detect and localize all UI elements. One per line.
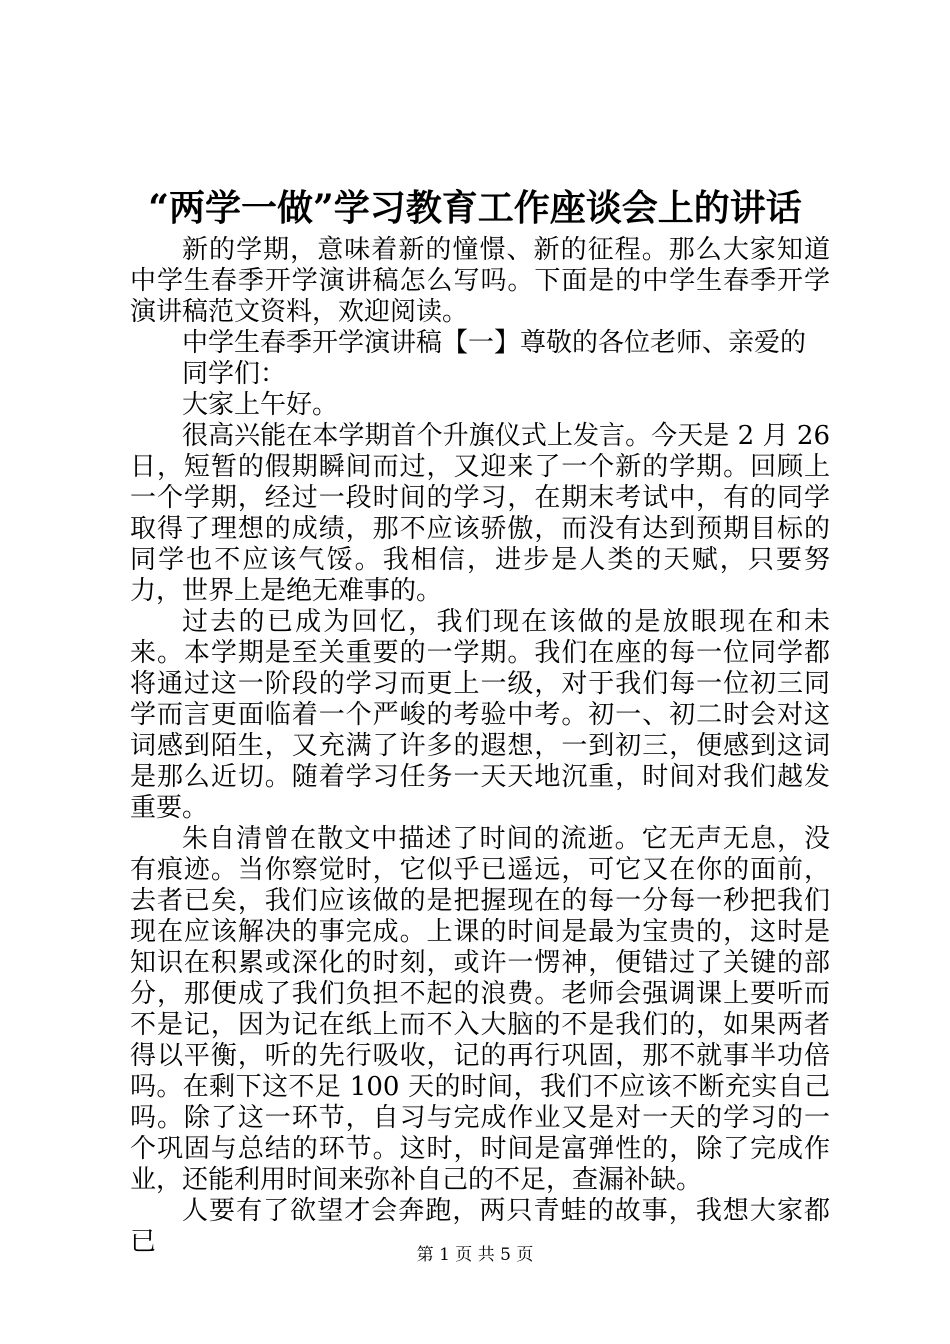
document-body — [130, 235, 830, 1258]
paragraph-speech-heading: 中学生春季开学演讲稿【一】尊敬的各位老师、亲爱的 — [182, 328, 807, 358]
page-footer: 第 1 页 共 5 页 — [416, 1245, 534, 1265]
paragraph-salutation: 同学们： — [182, 359, 287, 389]
paragraph-body: 朱自清曾在散文中描述了时间的流逝。它无声无息，没有痕迹。当你察觉时，它似乎已遥远，可它又在你的面前，去者已矣，我们应该做的是把握现在的每一分每一秒把我们现在应该解决的事完成。上课的时间是最为宝贵的，这时是知识在积累或深化的时刻，或许一愣神，便错过了关键的部分，那便成了我们负担不起的浪费。老师会强调课上要听而不是记，因为记在纸上而不入大脑的不是我们的，如果两者得以平衡，听的先行吸收，记的再行巩固，那不就事半功倍吗。在剩下这不足 100 天的时间，我们不应该不断充实自己吗。除了这一环节，自习与完成作业又是对一天的学习的一个巩固与总结的环节。这时，时间是富弹性的，除了完成作业，还能利用时间来弥补自己的不足，查漏补缺。 — [130, 824, 830, 1195]
document-title: “两学一做”学习教育工作座谈会上的讲话 — [148, 187, 802, 229]
paragraph-body: 很高兴能在本学期首个升旗仪式上发言。今天是 2 月 26 日，短暂的假期瞬间而过，又迎来了一个新的学期。回顾上一个学期，经过一段时间的学习，在期末考试中，有的同学取得了理想的成绩，那不应该骄傲，而没有达到预期目标的同学也不应该气馁。我相信，进步是人类的天赋，只要努力，世界上是绝无难事的。 — [130, 421, 830, 606]
paragraph-intro: 新的学期，意味着新的憧憬、新的征程。那么大家知道中学生春季开学演讲稿怎么写吗。下面是的中学生春季开学演讲稿范文资料，欢迎阅读。 — [130, 235, 830, 327]
paragraph-body: 过去的已成为回忆，我们现在该做的是放眼现在和未来。本学期是至关重要的一学期。我们在座的每一位同学都将通过这一阶段的学习而更上一级，对于我们每一位初三同学而言更面临着一个严峻的考验中考。初一、初二时会对这词感到陌生，又充满了许多的遐想，一到初三，便感到这词是那么近切。随着学习任务一天天地沉重，时间对我们越发重要。 — [130, 607, 830, 823]
paragraph-body: 人要有了欲望才会奔跑，两只青蛙的故事，我想大家都已 — [130, 1196, 830, 1257]
paragraph-greeting: 大家上午好。 — [182, 390, 339, 420]
